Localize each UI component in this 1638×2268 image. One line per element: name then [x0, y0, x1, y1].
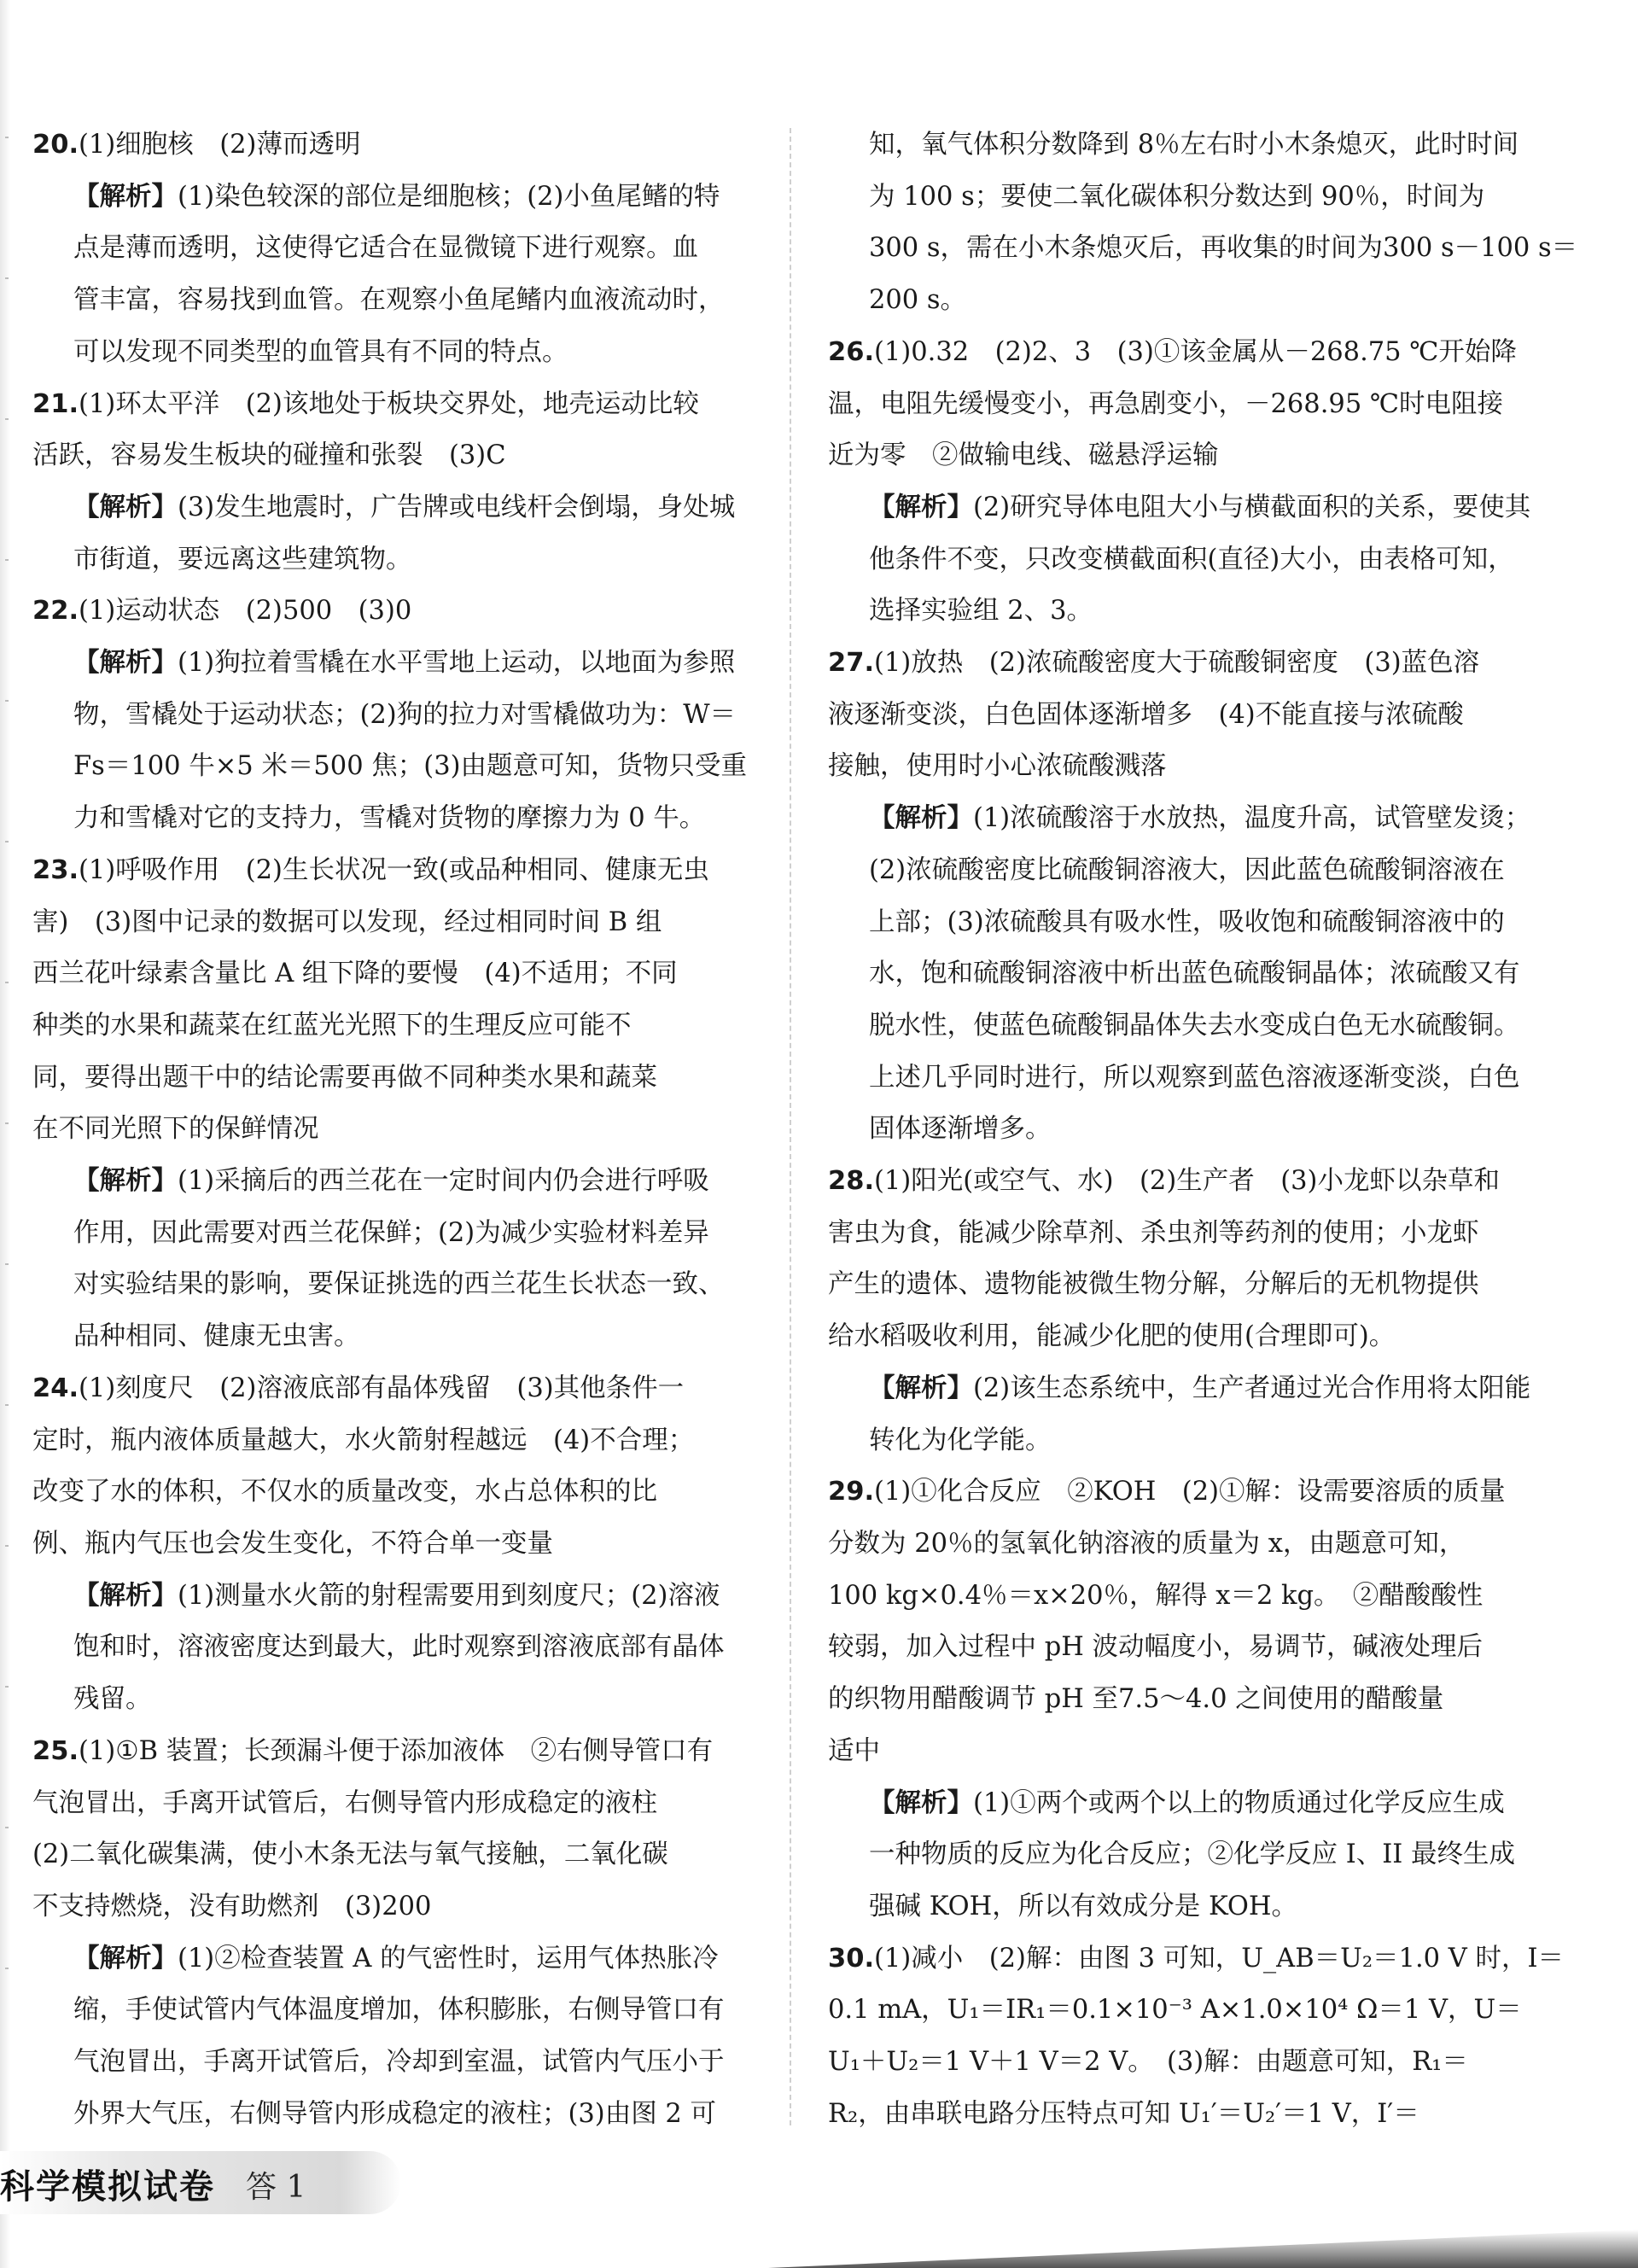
answer-block: [828, 1933, 1564, 2141]
text-line: [73, 1156, 768, 1208]
analysis-tag: 【解析】: [73, 1166, 178, 1197]
answer-block: [32, 845, 768, 1156]
line-text: 害虫为食，能减少除草剂、杀虫剂等药剂的使用；小龙虾: [828, 1217, 1479, 1248]
line-text: 液逐渐变淡，白色固体逐渐增多 (4)不能直接与浓硫酸: [828, 699, 1464, 730]
margin-tick: [5, 841, 9, 842]
line-text: 外界大气压，右侧导管内形成稳定的液柱；(3)由图 2 可: [73, 2098, 716, 2129]
line-text: 西兰花叶绿素含量比 A 组下降的要慢 (4)不适用；不同: [32, 959, 678, 989]
question-number: 22.: [32, 596, 79, 627]
line-text: 产生的遗体、遗物能被微生物分解，分解后的无机物提供: [828, 1269, 1479, 1300]
text-line: [828, 379, 1564, 431]
text-line: [828, 1571, 1564, 1623]
text-line: [828, 741, 1564, 793]
line-text: (2)该生态系统中，生产者通过光合作用将太阳能: [973, 1373, 1531, 1403]
text-line: [32, 379, 768, 431]
page-number: 答 1: [246, 2170, 306, 2205]
line-text: (1)采摘后的西兰花在一定时间内仍会进行呼吸: [178, 1166, 709, 1197]
analysis-tag: 【解析】: [73, 1943, 178, 1974]
text-line: [869, 1363, 1564, 1415]
margin-tick: [5, 1968, 9, 1969]
line-text: (1)刻度尺 (2)溶液底部有晶体残留 (3)其他条件一: [79, 1373, 685, 1403]
text-line: [32, 1726, 768, 1778]
line-text: 知，氧气体积分数降到 8％左右时小木条熄灭，此时时间: [869, 130, 1519, 160]
answer-block: [32, 1726, 768, 1933]
text-line: [869, 120, 1564, 172]
line-text: 一种物质的反应为化合反应；②化学反应 I、II 最终生成: [869, 1839, 1516, 1870]
analysis-block: [32, 1571, 768, 1726]
text-line: [73, 1571, 768, 1623]
line-text: 种类的水果和蔬菜在红蓝光光照下的生理反应可能不: [32, 1010, 632, 1041]
continuation-block: [828, 120, 1578, 327]
analysis-block: [32, 638, 768, 845]
text-line: [73, 690, 768, 742]
text-line: [73, 1622, 768, 1674]
analysis-tag: 【解析】: [73, 648, 178, 679]
analysis-block: [828, 1363, 1564, 1466]
line-text: 接触，使用时小心浓硫酸溅落: [828, 751, 1167, 782]
text-line: [869, 482, 1564, 534]
margin-tick: [5, 559, 9, 561]
text-line: [73, 172, 768, 224]
text-line: [828, 1985, 1564, 2037]
right-column: [828, 120, 1578, 2140]
line-text: (1)环太平洋 (2)该地处于板块交界处，地壳运动比较: [79, 388, 699, 419]
analysis-block: [828, 482, 1564, 638]
text-line: [73, 741, 768, 793]
line-text: 不支持燃烧，没有助燃剂 (3)200: [32, 1891, 432, 1921]
line-text: 他条件不变，只改变横截面积(直径)大小，由表格可知，: [869, 544, 1514, 574]
line-text: 选择实验组 2、3。: [869, 596, 1093, 627]
analysis-tag: 【解析】: [73, 492, 178, 522]
line-text: 力和雪橇对它的支持力，雪橇对货物的摩擦力为 0 牛。: [73, 803, 706, 834]
line-text: 害) (3)图中记录的数据可以发现，经过相同时间 B 组: [32, 907, 662, 937]
text-line: [828, 430, 1564, 482]
text-line: [32, 1363, 768, 1415]
text-line: [73, 482, 768, 534]
text-line: [32, 586, 768, 638]
analysis-tag: 【解析】: [73, 1580, 178, 1611]
answer-block: [828, 1466, 1564, 1777]
text-line: [828, 2089, 1564, 2141]
text-line: [73, 2037, 768, 2089]
question-number: 26.: [828, 336, 875, 367]
line-text: 上述几乎同时进行，所以观察到蓝色溶液逐渐变淡，白色: [869, 1062, 1520, 1093]
text-line: [32, 120, 768, 172]
margin-tick: [5, 418, 9, 420]
text-line: [828, 1156, 1564, 1208]
line-text: 固体逐渐增多。: [869, 1114, 1052, 1145]
text-line: [73, 1674, 768, 1726]
text-line: [828, 638, 1564, 690]
question-number: 25.: [32, 1735, 79, 1766]
text-line: [828, 1208, 1564, 1260]
text-line: [869, 948, 1564, 1000]
line-text: 适中: [828, 1735, 880, 1766]
line-text: 气泡冒出，手离开试管后，冷却到室温，试管内气压小于: [73, 2047, 725, 2078]
line-text: 在不同光照下的保鲜情况: [32, 1114, 319, 1145]
text-line: [73, 793, 768, 845]
text-line: [869, 534, 1564, 586]
text-line: [32, 1415, 768, 1467]
line-text: 较弱，加入过程中 pH 波动幅度小，易调节，碱液处理后: [828, 1632, 1484, 1663]
line-text: (1)减小 (2)解：由图 3 可知，U_AB＝U₂＝1.0 V 时，I＝: [874, 1943, 1565, 1974]
line-text: 分数为 20％的氢氧化钠溶液的质量为 x，由题意可知，: [828, 1528, 1466, 1559]
text-line: [828, 1622, 1564, 1674]
text-line: [32, 948, 768, 1000]
margin-tick: [5, 1404, 9, 1406]
text-line: [869, 1104, 1564, 1156]
text-line: [73, 1259, 768, 1311]
question-number: 27.: [828, 648, 875, 679]
text-line: [869, 172, 1564, 224]
text-line: [869, 586, 1564, 638]
answer-block: [32, 586, 768, 638]
margin-tick: [5, 1263, 9, 1265]
analysis-tag: 【解析】: [869, 492, 973, 522]
question-number: 23.: [32, 854, 79, 885]
line-text: 市街道，要远离这些建筑物。: [73, 544, 412, 574]
line-text: 上部；(3)浓硫酸具有吸水性，吸收饱和硫酸铜溶液中的: [869, 907, 1505, 937]
line-text: R₂，由串联电路分压特点可知 U₁′＝U₂′＝1 V，I′＝: [828, 2098, 1419, 2129]
line-text: 残留。: [73, 1684, 152, 1715]
answer-block: [32, 379, 768, 482]
text-line: [869, 1778, 1564, 1830]
text-line: [869, 1000, 1564, 1052]
analysis-block: [32, 482, 768, 586]
text-line: [869, 793, 1564, 845]
line-text: (3)发生地震时，广告牌或电线杆会倒塌，身处城: [178, 492, 736, 522]
line-text: (2)二氧化碳集满，使小木条无法与氧气接触，二氧化碳: [32, 1839, 668, 1870]
line-text: (1)染色较深的部位是细胞核；(2)小鱼尾鳍的特: [178, 181, 720, 212]
text-line: [828, 327, 1564, 379]
line-text: (1)①化合反应 ②KOH (2)①解：设需要溶质的质量: [874, 1477, 1506, 1507]
line-text: 缩，手使试管内气体温度增加，体积膨胀，右侧导管口有: [73, 1995, 725, 2026]
margin-tick: [5, 982, 9, 983]
text-line: [828, 1466, 1564, 1519]
answer-block: [32, 1363, 768, 1571]
text-line: [32, 1519, 768, 1571]
text-line: [828, 1726, 1564, 1778]
text-line: [869, 1829, 1564, 1881]
line-text: (1)①两个或两个以上的物质通过化学反应生成: [973, 1787, 1505, 1818]
line-text: (1)细胞核 (2)薄而透明: [79, 130, 361, 160]
question-number: 24.: [32, 1373, 79, 1403]
line-text: (1)运动状态 (2)500 (3)0: [79, 596, 412, 627]
margin-tick: [5, 137, 9, 138]
question-number: 20.: [32, 130, 79, 160]
margin-tick: [5, 1827, 9, 1828]
line-text: 转化为化学能。: [869, 1425, 1052, 1455]
text-line: [32, 897, 768, 949]
text-line: [32, 1466, 768, 1519]
text-line: [73, 534, 768, 586]
line-text: 300 s，需在小木条熄灭后，再收集的时间为300 s－100 s＝: [869, 233, 1578, 264]
line-text: 100 kg×0.4％＝x×20％，解得 x＝2 kg。 ②醋酸酸性: [828, 1580, 1484, 1611]
line-text: (1)呼吸作用 (2)生长状况一致(或品种相同、健康无虫: [79, 854, 709, 885]
line-text: 点是薄而透明，这使得它适合在显微镜下进行观察。血: [73, 233, 698, 264]
text-line: [828, 1933, 1565, 1985]
text-line: [869, 275, 1564, 327]
analysis-tag: 【解析】: [869, 1373, 973, 1403]
line-text: (1)②检查装置 A 的气密性时，运用气体热胀冷: [178, 1943, 719, 1974]
footer-title: 科学模拟试卷: [0, 2167, 215, 2207]
analysis-tag: 【解析】: [73, 181, 178, 212]
line-text: 饱和时，溶液密度达到最大，此时观察到溶液底部有晶体: [73, 1632, 725, 1663]
text-line: [32, 1778, 768, 1830]
text-line: [32, 1052, 768, 1105]
text-line: [828, 2037, 1564, 2089]
line-text: 管丰富，容易找到血管。在观察小鱼尾鳍内血液流动时，: [73, 285, 725, 316]
line-text: 同，要得出题干中的结论需要再做不同种类水果和蔬菜: [32, 1062, 657, 1093]
text-line: [869, 897, 1564, 949]
line-text: (2)浓硫酸密度比硫酸铜溶液大，因此蓝色硫酸铜溶液在: [869, 854, 1505, 885]
line-text: 品种相同、健康无虫害。: [73, 1321, 360, 1352]
column-divider: [790, 128, 791, 2125]
question-number: 21.: [32, 388, 79, 419]
text-line: [32, 1104, 768, 1156]
line-text: (1)浓硫酸溶于水放热，温度升高，试管壁发烫；: [973, 803, 1531, 834]
margin-tick: [5, 1545, 9, 1547]
margin-tick: [5, 1686, 9, 1688]
analysis-tag: 【解析】: [869, 1787, 973, 1818]
text-line: [32, 1000, 768, 1052]
line-text: 例、瓶内气压也会发生变化，不符合单一变量: [32, 1528, 553, 1559]
text-line: [869, 845, 1564, 897]
text-line: [828, 1259, 1564, 1311]
line-text: 温，电阻先缓慢变小，再急剧变小，－268.95 ℃时电阻接: [828, 388, 1504, 419]
text-line: [869, 223, 1578, 275]
line-text: 改变了水的体积，不仅水的质量改变，水占总体积的比: [32, 1477, 657, 1507]
line-text: (2)研究导体电阻大小与横截面积的关系，要使其: [973, 492, 1531, 522]
text-line: [73, 638, 768, 690]
line-text: (1)测量水火箭的射程需要用到刻度尺；(2)溶液: [178, 1580, 720, 1611]
analysis-block: [828, 1778, 1564, 1933]
text-line: [73, 1208, 768, 1260]
line-text: (1)0.32 (2)2、3 (3)①该金属从－268.75 ℃开始降: [874, 336, 1517, 367]
line-text: 水，饱和硫酸铜溶液中析出蓝色硫酸铜晶体；浓硫酸又有: [869, 959, 1520, 989]
left-margin-ticks: [5, 137, 9, 2100]
line-text: 200 s。: [869, 285, 967, 316]
text-line: [73, 223, 768, 275]
line-text: (1)狗拉着雪橇在水平雪地上运动，以地面为参照: [178, 648, 736, 679]
answer-block: [828, 1156, 1564, 1363]
text-line: [32, 845, 768, 897]
line-text: 物，雪橇处于运动状态；(2)狗的拉力对雪橇做功为：W＝: [73, 699, 737, 730]
analysis-tag: 【解析】: [869, 803, 973, 834]
text-line: [32, 1829, 768, 1881]
margin-tick: [5, 1122, 9, 1124]
line-text: (1)阳光(或空气、水) (2)生产者 (3)小龙虾以杂草和: [874, 1166, 1500, 1197]
line-text: 脱水性，使蓝色硫酸铜晶体失去水变成白色无水硫酸铜。: [869, 1010, 1520, 1041]
line-text: 作用，因此需要对西兰花保鲜；(2)为减少实验材料差异: [73, 1217, 709, 1248]
text-line: [73, 327, 768, 379]
question-number: 29.: [828, 1477, 875, 1507]
answer-block: [828, 638, 1564, 793]
line-text: 活跃，容易发生板块的碰撞和张裂 (3)C: [32, 440, 506, 471]
line-text: (1)放热 (2)浓硫酸密度大于硫酸铜密度 (3)蓝色溶: [874, 648, 1480, 679]
line-text: 对实验结果的影响，要保证挑选的西兰花生长状态一致、: [73, 1269, 725, 1300]
answer-block: [32, 120, 768, 172]
line-text: U₁＋U₂＝1 V＋1 V＝2 V。 (3)解：由题意可知，R₁＝: [828, 2047, 1468, 2078]
line-text: 的织物用醋酸调节 pH 至7.5～4.0 之间使用的醋酸量: [828, 1684, 1444, 1715]
line-text: 为 100 s；要使二氧化碳体积分数达到 90％，时间为: [869, 181, 1485, 212]
text-line: [869, 1881, 1564, 1933]
analysis-block: [32, 1156, 768, 1363]
text-line: [869, 1415, 1564, 1467]
text-line: [828, 1674, 1564, 1726]
analysis-block: [32, 1933, 768, 2141]
answer-block: [828, 327, 1564, 482]
analysis-block: [32, 172, 768, 379]
text-line: [828, 1311, 1564, 1363]
line-text: 近为零 ②做输电线、磁悬浮运输: [828, 440, 1219, 471]
line-text: 给水稻吸收利用，能减少化肥的使用(合理即可)。: [828, 1321, 1396, 1352]
footer-banner: [0, 2151, 401, 2214]
bottom-edge-shadow: [768, 2230, 1638, 2268]
line-text: Fs＝100 牛×5 米＝500 焦；(3)由题意可知，货物只受重: [73, 751, 747, 782]
text-line: [869, 1052, 1564, 1105]
line-text: 强碱 KOH，所以有效成分是 KOH。: [869, 1891, 1298, 1921]
line-text: 0.1 mA，U₁＝IR₁＝0.1×10⁻³ A×1.0×10⁴ Ω＝1 V，U＝: [828, 1995, 1522, 2026]
question-number: 28.: [828, 1166, 875, 1197]
analysis-block: [828, 793, 1564, 1156]
left-column: [32, 120, 768, 2140]
line-text: (1)①B 装置；长颈漏斗便于添加液体 ②右侧导管口有: [79, 1735, 714, 1766]
text-line: [73, 1933, 768, 1985]
text-line: [73, 1985, 768, 2037]
text-line: [73, 1311, 768, 1363]
text-line: [32, 1881, 768, 1933]
text-line: [828, 690, 1564, 742]
question-number: 30.: [828, 1943, 875, 1974]
margin-tick: [5, 700, 9, 702]
text-line: [828, 1519, 1564, 1571]
line-text: 可以发现不同类型的血管具有不同的特点。: [73, 336, 568, 367]
text-line: [73, 2089, 768, 2141]
margin-tick: [5, 277, 9, 279]
line-text: 气泡冒出，手离开试管后，右侧导管内形成稳定的液柱: [32, 1787, 657, 1818]
text-line: [73, 275, 768, 327]
line-text: 定时，瓶内液体质量越大，水火箭射程越远 (4)不合理；: [32, 1425, 695, 1455]
text-line: [32, 430, 768, 482]
